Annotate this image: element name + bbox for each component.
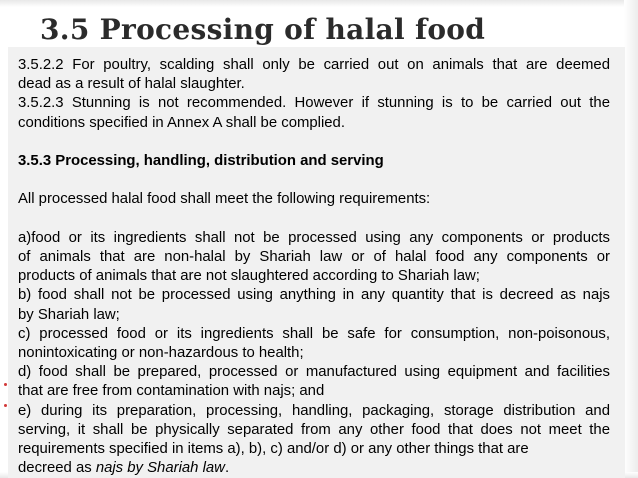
slide-top-edge xyxy=(0,0,638,7)
body-line: c) processed food or its ingredients shall be safe for consumption, non-poisonous, xyxy=(18,325,610,342)
bullet-dot xyxy=(4,404,7,407)
body-line: 3.5.2.2 For poultry, scalding shall only be carried out on animals that are deemed xyxy=(18,57,610,73)
body-line: 3.5.2.3 Stunning is not recommended. However if stunning is to be carried out the xyxy=(18,95,610,112)
body-line: of animals that are non-halal by Shariah law or of halal food any components or xyxy=(18,248,610,265)
spacer xyxy=(18,171,610,190)
body-line: conditions specified in Annex A shall be complied. xyxy=(18,114,345,131)
body-line: serving, it shall be physically separated from any other food that does not meet the xyxy=(18,421,610,438)
body-line: nonintoxicating or non-hazardous to health; xyxy=(18,345,304,361)
body-line: dead as a result of halal slaughter. xyxy=(18,76,245,93)
spacer xyxy=(18,210,610,229)
body-line xyxy=(18,459,610,478)
spacer xyxy=(18,133,610,152)
slide-title: 3.5 Processing of halal food xyxy=(40,13,486,46)
body-line: d) food shall be prepared, processed or manufactured using equipment and facilities xyxy=(18,364,610,381)
body-line: that are free from contamination with najs; and xyxy=(18,383,325,400)
body-line: a)food or its ingredients shall not be processed using any components or products xyxy=(18,229,610,246)
body-line: by Shariah law; xyxy=(18,306,120,323)
bullet-dot xyxy=(4,383,7,386)
body-text: . xyxy=(224,460,230,477)
section-heading: 3.5.3 Processing, handling, distribution and serving xyxy=(18,153,384,169)
body-line: requirements specified in items a), b), c) and/or d) or any other things that are xyxy=(18,441,529,458)
body-line: products of animals that are not slaughtered according to Shariah law; xyxy=(18,268,480,285)
slide-right-edge xyxy=(624,0,638,478)
body-line: All processed halal food shall meet the following requirements: xyxy=(18,191,431,208)
slide-body xyxy=(18,56,610,478)
body-line: e) during its preparation, processing, handling, packaging, storage distribution and xyxy=(18,402,610,419)
body-line: b) food shall not be processed using anything in any quantity that is decreed as najs xyxy=(18,287,610,304)
body-text: decreed as xyxy=(18,460,96,477)
italic-phrase: najs by Shariah law xyxy=(95,460,225,477)
